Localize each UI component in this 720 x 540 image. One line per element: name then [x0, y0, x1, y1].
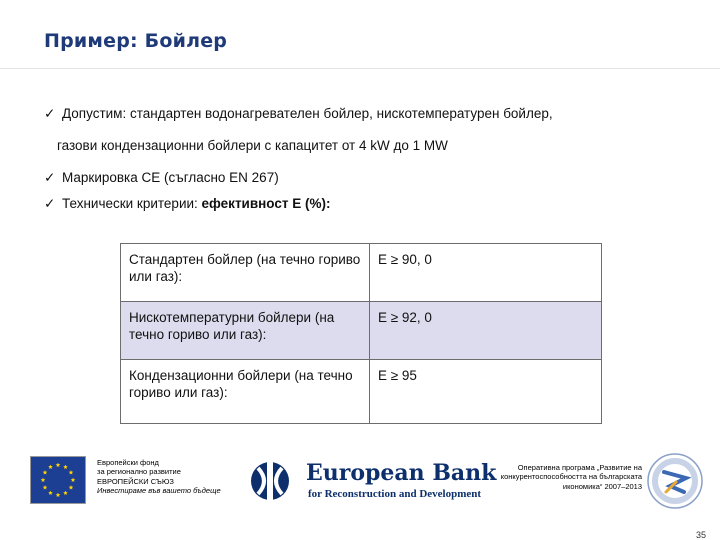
- table-row: [121, 302, 602, 360]
- table-cell-label: Стандартен бойлер (на течно гориво или газ):: [121, 244, 370, 302]
- checkmark-icon: ✓: [44, 196, 56, 211]
- table-cell-label: Кондензационни бойлери (на течно гориво или газ):: [121, 360, 370, 424]
- slide-title: Пример: Бойлер: [44, 30, 228, 52]
- checkmark-icon: ✓: [44, 106, 56, 121]
- table-cell-value: E ≥ 92, 0: [370, 302, 602, 360]
- op-text-line: Оперативна програма „Развитие на: [517, 463, 642, 472]
- ebrd-name: European Bank: [306, 460, 497, 486]
- eu-fund-text: [97, 458, 247, 496]
- eu-text-line: Европейски фонд: [97, 458, 159, 467]
- operational-programme-text: [470, 463, 642, 491]
- bullet-text: Маркировка CE (съгласно EN 267): [62, 170, 279, 185]
- eu-flag-icon: [30, 456, 86, 504]
- bullet-text: Технически критерии:: [62, 196, 202, 211]
- operational-programme-logo-icon: [646, 452, 704, 510]
- eu-text-line: за регионално развитие: [97, 467, 181, 477]
- table-cell-value: E ≥ 90, 0: [370, 244, 602, 302]
- eu-text-line: Инвестираме във вашето бъдеще: [97, 486, 221, 496]
- footer: [0, 450, 720, 540]
- bullet-allowed: [44, 106, 553, 123]
- op-text-line: конкурентоспособността на българската: [500, 472, 642, 482]
- efficiency-criteria-table: [120, 243, 602, 424]
- bullet-ce-marking: [44, 170, 279, 187]
- title-divider: [0, 68, 720, 69]
- bullet-text: Допустим: стандартен водонагревателен бойлер, нискотемпературен бойлер,: [62, 106, 553, 121]
- bullet-technical-criteria: [44, 196, 331, 213]
- ebrd-emblem-icon: [248, 458, 298, 504]
- ebrd-subtitle: for Reconstruction and Development: [308, 488, 482, 500]
- table-row: [121, 360, 602, 424]
- table-row: [121, 244, 602, 302]
- page-number: 35: [695, 530, 706, 540]
- bullet-bold-text: ефективност E (%):: [201, 196, 331, 211]
- op-text-line: икономика“ 2007–2013: [562, 481, 642, 491]
- eu-text-line: ЕВРОПЕЙСКИ СЪЮЗ: [97, 476, 174, 486]
- ebrd-logo: [248, 458, 497, 504]
- table-cell-value: E ≥ 95: [370, 360, 602, 424]
- checkmark-icon: ✓: [44, 170, 56, 185]
- table-cell-label: Нискотемпературни бойлери (на течно гориво или газ):: [121, 302, 370, 360]
- bullet-allowed-continuation: газови кондензационни бойлери с капацитет от 4 kW до 1 MW: [57, 138, 448, 153]
